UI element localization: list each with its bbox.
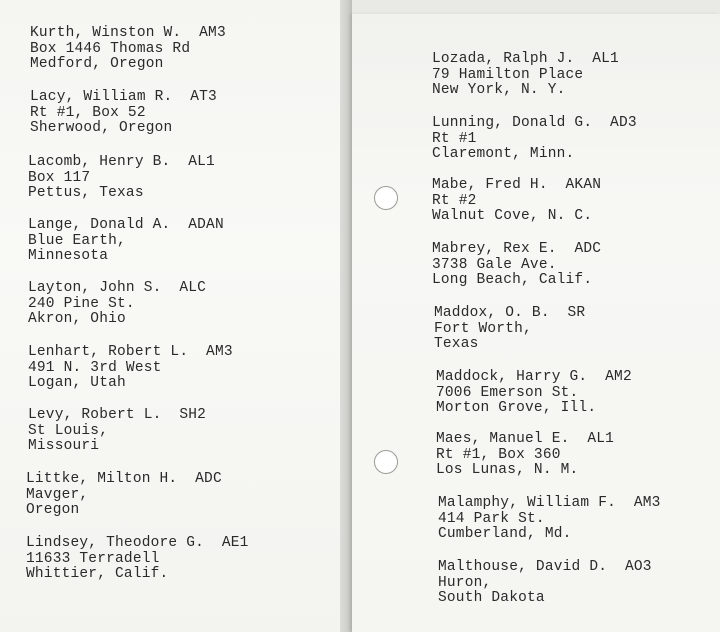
entry-address-line: St Louis, (28, 422, 109, 439)
entry-address-line: Rt #1, Box 360 (436, 446, 561, 463)
entry-address-line: Rt #1, Box 52 (30, 104, 146, 121)
entry-address-line: Mavger, (26, 486, 89, 503)
roster-entry (28, 408, 206, 455)
entry-name: Lenhart, Robert L. (28, 344, 189, 360)
entry-address-line: 7006 Emerson St. (436, 384, 579, 401)
entry-rank: AD3 (610, 115, 637, 131)
entry-rank: AL1 (592, 51, 619, 67)
entry-address-line: Cumberland, Md. (438, 526, 572, 542)
entry-address-line: Box 1446 Thomas Rd (30, 40, 191, 57)
entry-name-line (438, 496, 661, 512)
entry-rank: ADC (574, 241, 602, 257)
entry-name-line (28, 408, 206, 424)
entry-name-line (432, 52, 619, 68)
entry-address-line: Blue Earth, (28, 232, 126, 249)
entry-address-line: Claremont, Minn. (432, 146, 575, 162)
entry-address-line: 240 Pine St. (28, 295, 135, 312)
entry-address-line: South Dakota (438, 590, 545, 606)
roster-entry (432, 178, 601, 225)
entry-rank: AL1 (188, 154, 215, 170)
entry-address-line: 3738 Gale Ave. (432, 256, 557, 273)
entry-name: Maddock, Harry G. (436, 369, 588, 385)
entry-address-line: 79 Hamilton Place (432, 66, 584, 83)
entry-name-line (26, 472, 222, 488)
roster-entry (436, 432, 614, 479)
punch-hole-icon (374, 450, 398, 474)
roster-entry (436, 370, 632, 417)
entry-name-line (28, 155, 215, 171)
entry-name: Layton, John S. (28, 280, 162, 296)
roster-entry (26, 472, 222, 519)
left-page (0, 0, 340, 632)
entry-address-line: Rt #1 (432, 130, 477, 147)
entry-name: Lacomb, Henry B. (28, 154, 171, 170)
entry-address-line: Los Lunas, N. M. (436, 462, 579, 478)
entry-name: Maes, Manuel E. (436, 431, 570, 447)
entry-address-line: Logan, Utah (28, 375, 126, 391)
entry-name: Mabe, Fred H. (432, 177, 548, 193)
entry-name-line (28, 345, 233, 361)
entry-name: Lindsey, Theodore G. (26, 535, 205, 551)
entry-rank: AM2 (605, 369, 632, 385)
entry-name-line (438, 560, 652, 576)
entry-address-line: Fort Worth, (434, 320, 532, 337)
roster-entry (28, 345, 233, 392)
entry-address-line: Morton Grove, Ill. (436, 400, 597, 416)
right-page (352, 14, 720, 632)
entry-name: Malamphy, William F. (438, 495, 617, 511)
entry-address-line: Texas (434, 336, 479, 352)
entry-address-line: Whittier, Calif. (26, 566, 169, 582)
roster-entry (28, 281, 206, 328)
entry-address-line: 491 N. 3rd West (28, 359, 162, 376)
entry-address-line: 414 Park St. (438, 510, 545, 527)
entry-address-line: Medford, Oregon (30, 56, 164, 72)
entry-name-line (30, 26, 226, 42)
entry-address-line: Minnesota (28, 248, 109, 264)
entry-rank: ALC (179, 280, 207, 296)
roster-entry (28, 155, 215, 202)
roster-entry (30, 26, 226, 73)
entry-name: Lange, Donald A. (28, 217, 171, 233)
entry-rank: ADAN (188, 217, 224, 233)
roster-entry (28, 218, 224, 265)
entry-address-line: Box 117 (28, 169, 91, 186)
entry-name-line (436, 432, 614, 448)
entry-rank: AM3 (633, 495, 661, 511)
roster-entry (438, 496, 661, 543)
entry-name: Littke, Milton H. (26, 471, 178, 487)
entry-address-line: Long Beach, Calif. (432, 272, 593, 288)
entry-rank: SR (567, 305, 586, 321)
roster-entry (26, 536, 249, 583)
entry-rank: ADC (195, 471, 222, 487)
entry-name: Maddox, O. B. (434, 305, 550, 321)
entry-address-line: Huron, (438, 574, 492, 591)
roster-entry (438, 560, 652, 607)
entry-rank: AL1 (587, 431, 615, 447)
entry-rank: SH2 (179, 407, 207, 423)
entry-rank: AO3 (624, 559, 652, 575)
entry-address-line: New York, N. Y. (432, 82, 566, 98)
entry-rank: AM3 (199, 25, 226, 41)
entry-name: Levy, Robert L. (28, 407, 162, 423)
entry-rank: AE1 (221, 535, 249, 551)
entry-name: Mabrey, Rex E. (432, 241, 557, 257)
entry-name: Kurth, Winston W. (30, 25, 182, 41)
entry-rank: AT3 (190, 89, 217, 105)
entry-name-line (26, 536, 249, 552)
entry-name: Malthouse, David D. (438, 559, 608, 575)
entry-name: Lozada, Ralph J. (432, 51, 575, 67)
entry-address-line: 11633 Terradell (26, 550, 160, 567)
entry-name-line (436, 370, 632, 386)
entry-name: Lacy, William R. (30, 89, 173, 105)
entry-address-line: Pettus, Texas (28, 185, 144, 201)
roster-entry (30, 90, 217, 137)
roster-entry (432, 116, 637, 163)
binding-gutter (340, 0, 352, 632)
entry-address-line: Rt #2 (432, 192, 477, 209)
entry-name-line (432, 178, 601, 194)
entry-name-line (28, 218, 224, 234)
entry-name-line (30, 90, 217, 106)
entry-name-line (28, 281, 206, 297)
roster-entry (434, 306, 585, 353)
roster-entry (432, 52, 619, 99)
entry-name: Lunning, Donald G. (432, 115, 593, 131)
entry-name-line (432, 242, 601, 258)
punch-hole-icon (374, 186, 398, 210)
entry-address-line: Missouri (28, 438, 100, 454)
entry-rank: AKAN (565, 177, 602, 193)
entry-address-line: Walnut Cove, N. C. (432, 208, 593, 224)
entry-name-line (434, 306, 585, 322)
entry-address-line: Oregon (26, 502, 80, 518)
entry-address-line: Sherwood, Oregon (30, 120, 173, 136)
entry-address-line: Akron, Ohio (28, 311, 126, 327)
roster-entry (432, 242, 601, 289)
entry-rank: AM3 (206, 344, 233, 360)
entry-name-line (432, 116, 637, 132)
